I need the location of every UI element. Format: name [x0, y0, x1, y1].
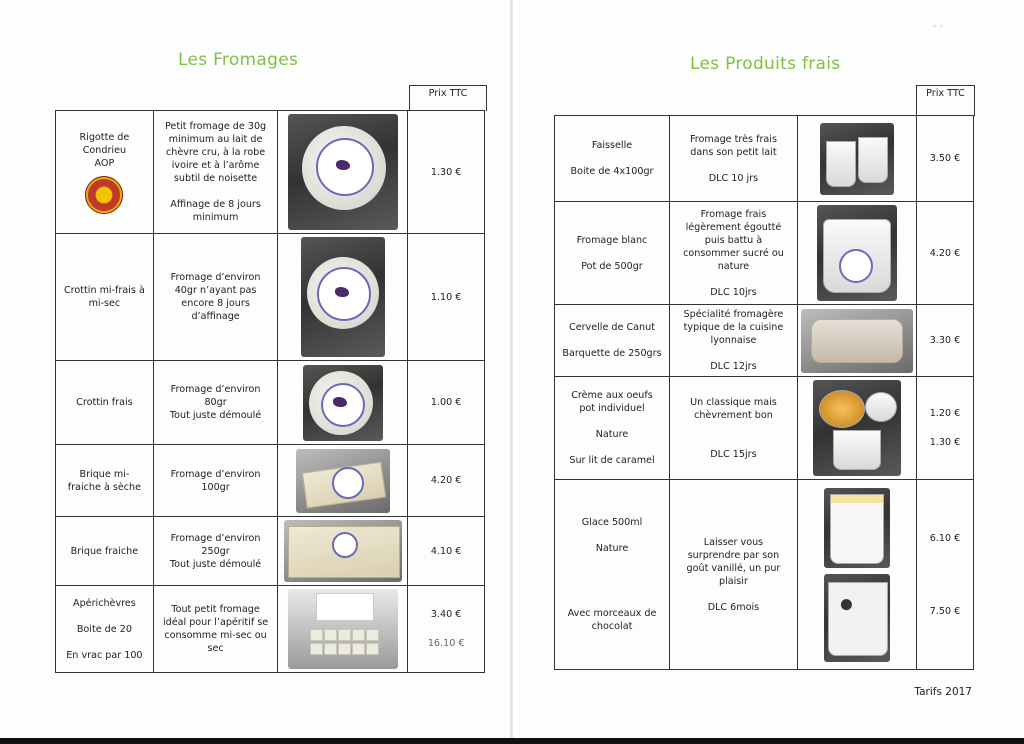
left-price-header: [409, 85, 487, 111]
produit-price-cell: [916, 305, 973, 377]
fromage-description-cell: [153, 234, 278, 361]
table-row: [555, 377, 974, 480]
fromage-name-cell: [56, 586, 154, 673]
product-description-line: Tout juste démoulé: [169, 410, 262, 421]
aop-seal-icon: [85, 176, 123, 214]
product-description-line: idéal pour l’apéritif se: [162, 617, 269, 628]
produit-price-cell: [916, 116, 973, 202]
table-row: [56, 361, 485, 445]
fromage-price-cell: [408, 111, 485, 234]
table-row: [555, 480, 974, 670]
footer-tarifs: Tarifs 2017: [914, 686, 972, 698]
product-name-line: [60, 610, 149, 623]
product-name-line: Glace 500ml: [581, 517, 643, 528]
fromage-photo-cell: [278, 111, 408, 234]
scan-edge: [0, 738, 1024, 744]
product-name-line: AOP: [94, 157, 115, 169]
price-value: 4.20 €: [430, 475, 462, 486]
product-name-line: [559, 415, 665, 428]
produit-name-cell: [555, 305, 670, 377]
product-description-line: DLC 10jrs: [710, 286, 757, 298]
product-name-line: Nature: [595, 429, 629, 440]
price-value: 1.20 €: [929, 408, 961, 419]
product-description-line: dans son petit lait: [690, 146, 777, 158]
product-name-line: chocolat: [591, 621, 633, 632]
product-description-line: Affinage de 8 jours: [170, 199, 261, 210]
product-description-line: Petit fromage de 30g: [164, 121, 267, 132]
fromage-photo-cell: [278, 445, 408, 517]
product-description-line: [674, 273, 793, 286]
fromage-name-cell: [56, 517, 154, 586]
product-description-line: [674, 422, 793, 435]
fromage-description-cell: [153, 517, 278, 586]
product-description-line: d’affinage: [191, 311, 240, 322]
fromage-price-cell: [408, 586, 485, 673]
product-description-line: Fromage d’environ: [170, 384, 261, 395]
product-description-line: lyonnaise: [710, 335, 757, 346]
product-description-line: chèvre cru, à la robe: [165, 147, 266, 158]
table-row: [56, 445, 485, 517]
glace-nature-photo: [824, 488, 890, 568]
fromage-name-cell: [56, 445, 154, 517]
table-row: [56, 234, 485, 361]
produit-price-cell: [916, 202, 973, 305]
fromage-photo-cell: [278, 586, 408, 673]
produit-description-cell: [670, 377, 798, 480]
aperichevres-photo: [288, 589, 398, 669]
product-name-line: Nature: [595, 543, 629, 554]
cervelle-de-canut-photo: [801, 309, 913, 373]
product-name-line: Rigotte de: [79, 131, 130, 143]
fromage-description-cell: [153, 361, 278, 445]
brique-fraiche-photo: [284, 520, 402, 582]
price-value: 1.00 €: [430, 397, 462, 408]
product-name-line: Apérichèvres: [73, 597, 136, 609]
fromage-photo-cell: [278, 234, 408, 361]
product-name-line: [559, 594, 665, 607]
product-name-line: Boite de 4x100gr: [570, 166, 654, 177]
fromage-name-cell: [56, 234, 154, 361]
price-value: 6.10 €: [929, 532, 961, 544]
product-description-line: [158, 185, 274, 198]
creme-aux-oeufs-photo: [813, 380, 901, 476]
product-description-line: Tout juste démoulé: [169, 558, 262, 570]
price-value: 4.20 €: [929, 247, 961, 259]
produit-name-cell: [555, 202, 670, 305]
right-page-title: Les Produits frais: [690, 54, 841, 74]
produits-frais-table: [554, 115, 974, 670]
product-name-line: [60, 636, 149, 649]
table-row: [555, 116, 974, 202]
scan-marks: ◦ ◦: [932, 22, 944, 31]
product-description-line: [674, 159, 793, 172]
product-description-line: consommer sucré ou: [683, 247, 784, 259]
product-description-line: minimum au lait de: [168, 134, 263, 145]
product-name-line: [559, 581, 665, 594]
product-name-line: [559, 555, 665, 568]
produit-name-cell: [555, 116, 670, 202]
produit-photo-cell: [797, 305, 916, 377]
left-page-title: Les Fromages: [178, 50, 299, 70]
produit-name-cell: [555, 480, 670, 670]
product-description-line: DLC 10 jrs: [708, 172, 759, 184]
price-value: 1.10 €: [430, 291, 462, 303]
fromage-price-cell: [408, 445, 485, 517]
produit-price-cell: [916, 480, 973, 670]
product-name-line: Barquette de 250grs: [562, 348, 662, 359]
brique-mi-fraiche-photo: [296, 449, 390, 513]
product-description-line: subtil de noisette: [173, 173, 258, 184]
product-name-line: [559, 152, 665, 165]
product-description-line: Un classique mais: [690, 396, 777, 408]
fromage-photo-cell: [278, 361, 408, 445]
product-description-line: surprendre par son: [687, 549, 780, 561]
produit-photo-cell: [797, 480, 916, 670]
table-row: [555, 305, 974, 377]
product-name-line: Avec morceaux de: [567, 608, 657, 619]
product-name-line: [559, 247, 665, 260]
rigotte-photo: [288, 114, 398, 230]
produit-description-cell: [670, 480, 798, 670]
price-value: 4.10 €: [430, 545, 462, 557]
fromage-description-cell: [153, 586, 278, 673]
product-name-line: [559, 568, 665, 581]
produit-photo-cell: [797, 116, 916, 202]
product-name-line: En vrac par 100: [66, 649, 143, 661]
table-row: [56, 517, 485, 586]
price-value: 3.30 €: [929, 335, 961, 346]
fromage-blanc-photo: [817, 205, 897, 301]
product-description-line: plaisir: [718, 575, 748, 587]
produit-description-cell: [670, 202, 798, 305]
fromage-price-cell: [408, 234, 485, 361]
price-value: 1.30 €: [929, 437, 961, 448]
product-description-line: chèvrement bon: [694, 409, 773, 421]
product-name-line: Sur lit de caramel: [569, 455, 655, 466]
product-name-line: [559, 441, 665, 454]
product-description-line: typique de la cuisine: [683, 322, 784, 333]
fromage-price-cell: [408, 361, 485, 445]
crottin-mi-frais-photo: [301, 237, 385, 357]
product-description-line: 100gr: [201, 481, 230, 493]
product-description-line: [674, 588, 793, 601]
product-description-line: DLC 15jrs: [710, 448, 757, 460]
produit-photo-cell: [797, 377, 916, 480]
page-fold: [510, 0, 513, 744]
produit-description-cell: [670, 116, 798, 202]
product-name-line: mi-sec: [88, 298, 121, 309]
crottin-frais-photo: [303, 365, 383, 441]
product-description-line: Fromage très frais: [689, 133, 777, 145]
product-name-line: Crottin frais: [76, 397, 133, 408]
product-description-line: Fromage d’environ: [170, 532, 261, 544]
fromage-name-cell: [56, 111, 154, 234]
product-description-line: [674, 435, 793, 448]
product-name-line: pot individuel: [579, 403, 645, 414]
product-description-line: légèrement égoutté: [685, 221, 782, 233]
fromage-name-cell: [56, 361, 154, 445]
right-price-header: [916, 85, 975, 116]
product-description-line: 80gr: [204, 397, 227, 408]
product-name-line: Crème aux oeufs: [571, 390, 653, 401]
product-description-line: 250gr: [201, 545, 230, 557]
product-description-line: minimum: [192, 212, 239, 223]
right-price-header-label: Prix TTC: [926, 88, 965, 99]
product-description-line: goût vanillé, un pur: [686, 562, 781, 574]
price-value: 1.30 €: [430, 166, 462, 178]
fromage-price-cell: [408, 517, 485, 586]
fromage-description-cell: [153, 111, 278, 234]
product-name-line: [559, 334, 665, 347]
product-description-line: 40gr n’ayant pas: [174, 285, 257, 296]
product-description-line: sec: [207, 643, 224, 654]
price-value: 3.40 €: [430, 609, 462, 620]
product-description-line: puis battu à: [704, 234, 763, 246]
product-description-line: Fromage frais: [700, 208, 767, 220]
fromages-table: [55, 110, 485, 673]
produit-description-cell: [670, 305, 798, 377]
product-name-line: Boite de 20: [76, 623, 132, 635]
product-name-line: Condrieu: [82, 144, 127, 156]
product-description-line: [674, 347, 793, 360]
produit-photo-cell: [797, 202, 916, 305]
product-description-line: ivoire et à l’arôme: [171, 160, 260, 171]
product-name-line: fraiche à sèche: [67, 481, 142, 493]
product-description-line: Laisser vous: [703, 536, 764, 548]
product-name-line: Fromage blanc: [576, 234, 648, 246]
produit-name-cell: [555, 377, 670, 480]
product-description-line: nature: [717, 260, 750, 272]
product-description-line: DLC 12jrs: [710, 361, 757, 372]
price-value: 7.50 €: [929, 605, 961, 617]
glace-chocolat-photo: [824, 574, 890, 662]
product-name-line: Faisselle: [591, 140, 633, 151]
produit-price-cell: [916, 377, 973, 480]
product-name-line: Pot de 500gr: [581, 260, 643, 272]
product-description-line: encore 8 jours: [181, 298, 250, 309]
product-description-line: Tout petit fromage: [171, 604, 260, 615]
product-description-line: DLC 6mois: [707, 601, 760, 613]
product-name-line: Brique mi-: [79, 468, 130, 480]
fromage-description-cell: [153, 445, 278, 517]
left-price-header-label: Prix TTC: [428, 88, 468, 99]
table-row: [56, 586, 485, 673]
product-description-line: Fromage d’environ: [170, 468, 261, 480]
product-name-line: Cervelle de Canut: [569, 322, 655, 333]
faisselle-photo: [820, 123, 894, 195]
table-row: [555, 202, 974, 305]
price-value: 16.10 €: [427, 638, 465, 649]
product-name-line: Crottin mi-frais à: [63, 285, 145, 296]
table-row: [56, 111, 485, 234]
product-name-line: [559, 529, 665, 542]
product-name-line: Brique fraiche: [70, 545, 139, 557]
product-description-line: consomme mi-sec ou: [164, 630, 267, 641]
fromage-photo-cell: [278, 517, 408, 586]
product-description-line: Spécialité fromagère: [683, 309, 784, 320]
product-description-line: Fromage d’environ: [170, 272, 261, 283]
price-value: 3.50 €: [929, 153, 961, 164]
